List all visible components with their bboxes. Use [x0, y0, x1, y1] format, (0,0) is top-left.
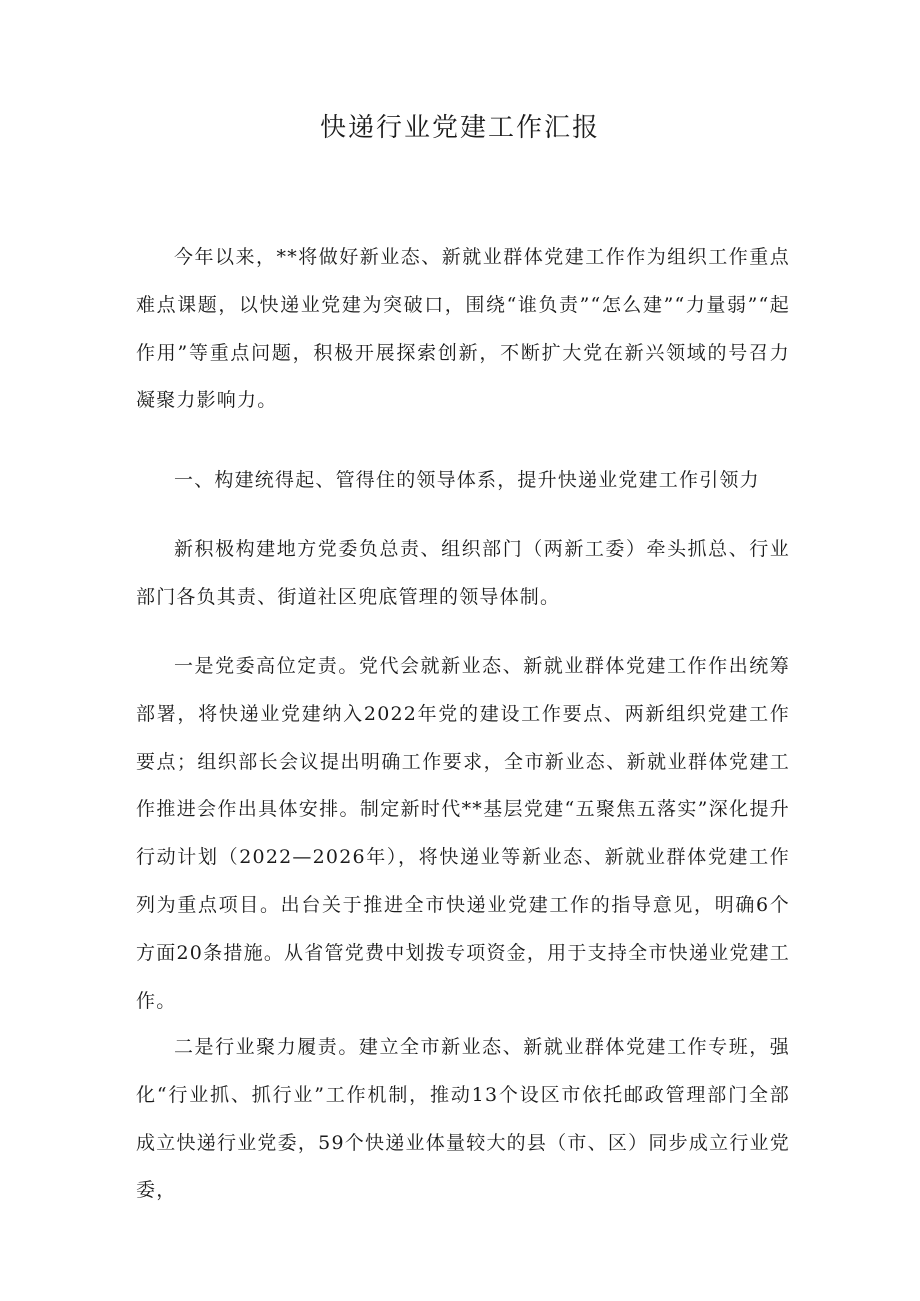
- section-1-item-2-paragraph: 二是行业聚力履责。建立全市新业态、新就业群体党建工作专班，强化“行业抓、抓行业”工作机制，推动13个设区市依托邮政管理部门全部成立快递行业党委，59个快递业体量较大的县（市、区）同步成立行业党委，: [136, 1036, 790, 1202]
- document-title: 快递行业党建工作汇报: [319, 113, 600, 143]
- section-1-item-1-paragraph: 一是党委高位定责。党代会就新业态、新就业群体党建工作作出统筹部署，将快递业党建纳入2022年党的建设工作要点、两新组织党建工作要点；组织部长会议提出明确工作要求，全市新业态、新就业群体党建工作推进会作出具体安排。制定新时代**基层党建“五聚焦五落实”深化提升行动计划（2022—2026年），将快递业等新业态、新就业群体党建工作列为重点项目。出台关于推进全市快递业党建工作的指导意见，明确6个方面20条措施。从省管党费中划拨专项资金，用于支持全市快递业党建工作。: [136, 655, 790, 1012]
- intro-paragraph: 今年以来，**将做好新业态、新就业群体党建工作作为组织工作重点难点课题，以快递业党建为突破口，围绕“谁负责”“怎么建”“力量弱”“起作用”等重点问题，积极开展探索创新，不断扩大党在新兴领域的号召力凝聚力影响力。: [136, 246, 790, 412]
- section-heading-1: 一、构建统得起、管得住的领导体系，提升快递业党建工作引领力: [174, 469, 760, 491]
- section-1-lead-paragraph: 新积极构建地方党委负总责、组织部门（两新工委）牵头抓总、行业部门各负其责、街道社区兜底管理的领导体制。: [136, 538, 790, 608]
